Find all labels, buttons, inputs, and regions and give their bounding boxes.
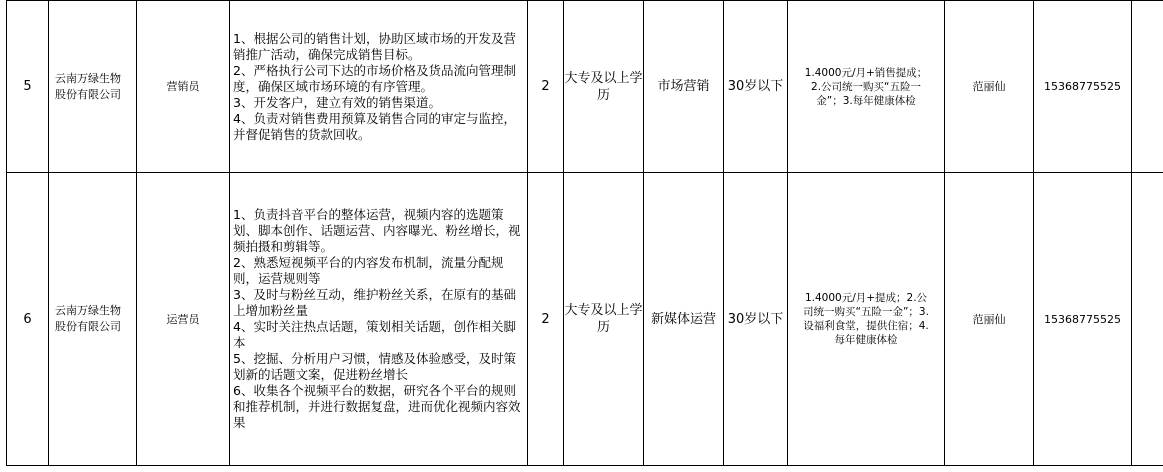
position-cell: 营销员 <box>137 1 230 173</box>
position-cell: 运营员 <box>137 173 230 466</box>
table-row <box>7 1 1163 173</box>
age-cell: 30岁以下 <box>724 173 788 466</box>
duties-cell: 1、负责抖音平台的整体运营，视频内容的选题策划、脚本创作、话题运营、内容曝光、粉丝增长，视频拍摄和剪辑等。 2、熟悉短视频平台的内容发布机制，流量分配规则，运营规则等 3、及时与粉丝互动，维护粉丝关系，在原有的基础上增加粉丝量 4、实时关注热点话题，策划相关话题，创作相关脚本 5、挖掘、分析用户习惯，情感及体验感受，及时策划新的话题文案，促进粉丝增长 6、收集各个视频平台的数据，研究各个平台的规则和推荐机制，并进行数据复盘，进而优化视频内容效果 <box>230 173 528 466</box>
contact-cell: 范丽仙 <box>945 1 1034 173</box>
benefits-cell: 1.4000元/月+提成；2.公司统一购买“五险一金”；3.设福利食堂，提供住宿；4.每年健康体检 <box>788 173 945 466</box>
phone-cell: 15368775525 <box>1034 173 1132 466</box>
headcount-cell: 2 <box>528 173 564 466</box>
company-cell: 云南万绿生物股份有限公司 <box>49 173 137 466</box>
duties-cell: 1、根据公司的销售计划，协助区域市场的开发及营销推广活动，确保完成销售目标。 2、严格执行公司下达的市场价格及货品流向管理制度，确保区域市场环境的有序管理。 3、开发客户，建立有效的销售渠道。 4、负责对销售费用预算及销售合同的审定与监控，并督促销售的货款回收。 <box>230 1 528 173</box>
table-row <box>7 173 1163 466</box>
row-index: 6 <box>7 173 49 466</box>
age-cell: 30岁以下 <box>724 1 788 173</box>
education-cell: 大专及以上学历 <box>564 173 644 466</box>
major-cell: 市场营销 <box>644 1 724 173</box>
job-table <box>6 0 1163 466</box>
note-cell <box>1132 1 1163 173</box>
headcount-cell: 2 <box>528 1 564 173</box>
benefits-cell: 1.4000元/月+销售提成；2.公司统一购买“五险一金”；3.每年健康体检 <box>788 1 945 173</box>
row-index: 5 <box>7 1 49 173</box>
note-cell <box>1132 173 1163 466</box>
education-cell: 大专及以上学历 <box>564 1 644 173</box>
major-cell: 新媒体运营 <box>644 173 724 466</box>
contact-cell: 范丽仙 <box>945 173 1034 466</box>
company-cell: 云南万绿生物股份有限公司 <box>49 1 137 173</box>
phone-cell: 15368775525 <box>1034 1 1132 173</box>
